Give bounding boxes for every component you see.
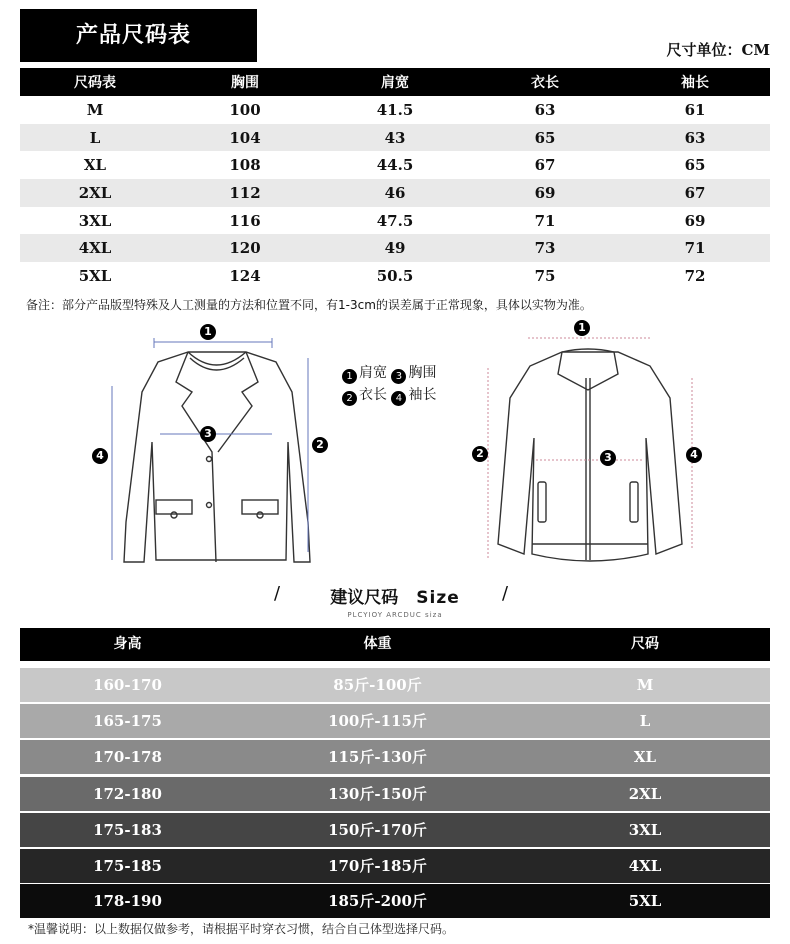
recommend-table-header (20, 628, 770, 661)
cell-weight: 115斤-130斤 (328, 748, 427, 766)
legend-line-1 (342, 362, 436, 384)
legend-label: 袖长 (408, 387, 437, 403)
table-row (20, 668, 770, 702)
table-row (20, 96, 770, 124)
col-height: 身高 (113, 636, 142, 652)
legend-label: 肩宽 (359, 365, 387, 381)
table-row (20, 740, 770, 774)
marker-4: 4 (92, 448, 108, 464)
table-row (20, 777, 770, 811)
legend-marker: 2 (342, 391, 357, 406)
cell-height: 178-190 (93, 892, 162, 910)
cell-shoulder: 50.5 (376, 266, 414, 285)
col-length: 衣长 (470, 68, 620, 96)
cell-sleeve: 69 (684, 211, 706, 230)
cell-shoulder: 47.5 (376, 211, 414, 230)
table-row (20, 151, 770, 179)
suggest-subtitle: PLCYIOY ARCDUC siza (347, 611, 443, 619)
suggest-size-heading (0, 583, 790, 619)
jacket-icon (470, 318, 706, 574)
jacket-illustration (470, 318, 706, 574)
marker-1: 1 (200, 324, 216, 340)
marker-3: 3 (200, 426, 216, 442)
cell-chest: 120 (170, 234, 320, 262)
cell-size: M (636, 676, 654, 694)
table-row (20, 207, 770, 235)
cell-sleeve: 71 (620, 234, 770, 262)
cell-size: XL (83, 156, 107, 175)
size-table (20, 68, 770, 290)
cell-chest: 104 (170, 124, 320, 152)
cell-sleeve: 72 (684, 266, 706, 285)
table-row (20, 124, 770, 152)
col-weight: 体重 (363, 636, 392, 652)
cell-height: 160-170 (93, 676, 162, 694)
legend-marker: 4 (391, 391, 406, 406)
cell-length: 73 (470, 234, 620, 262)
cell-height: 172-180 (93, 785, 162, 803)
cell-length: 65 (470, 124, 620, 152)
measurement-legend (342, 362, 436, 406)
blazer-illustration (96, 322, 336, 570)
cell-weight: 130斤-150斤 (328, 785, 427, 803)
cell-weight: 170斤-185斤 (328, 857, 427, 875)
col-sleeve: 袖长 (620, 68, 770, 96)
cell-weight: 85斤-100斤 (333, 676, 422, 694)
cell-chest: 100 (229, 100, 261, 119)
cell-size: 5XL (78, 266, 112, 285)
cell-length: 67 (534, 156, 556, 175)
cell-sleeve: 63 (620, 124, 770, 152)
cell-weight: 150斤-170斤 (328, 821, 427, 839)
cell-size: 4XL (628, 857, 662, 875)
suggest-title-en: Size (416, 588, 460, 608)
col-size: 尺码表 (20, 68, 170, 96)
cell-chest: 124 (229, 266, 261, 285)
legend-label: 衣长 (359, 387, 387, 403)
cell-length: 71 (534, 211, 556, 230)
page-title: 产品尺码表 (20, 9, 257, 62)
cell-height: 170-178 (93, 748, 162, 766)
marker-2: 2 (312, 437, 328, 453)
cell-shoulder: 49 (320, 234, 470, 262)
cell-chest: 112 (170, 179, 320, 207)
cell-size: L (639, 712, 651, 730)
legend-label: 胸围 (408, 365, 437, 381)
cell-chest: 108 (229, 156, 261, 175)
cell-height: 175-183 (93, 821, 162, 839)
divider-slash: / (274, 583, 281, 604)
suggest-title-cn: 建议尺码 (330, 588, 399, 608)
cell-shoulder: 44.5 (376, 156, 414, 175)
unit-label: 尺寸单位：CM (666, 41, 770, 59)
table-row (20, 884, 770, 918)
marker-1: 1 (574, 320, 590, 336)
cell-sleeve: 67 (620, 179, 770, 207)
cell-chest: 116 (229, 211, 261, 230)
col-size: 尺码 (631, 636, 659, 652)
divider-slash: / (502, 583, 509, 604)
cell-height: 175-185 (93, 857, 162, 875)
cell-size: XL (633, 748, 657, 766)
cell-size: 3XL (628, 821, 662, 839)
marker-4: 4 (686, 447, 702, 463)
cell-size: 2XL (20, 179, 170, 207)
cell-shoulder: 43 (320, 124, 470, 152)
cell-weight: 100斤-115斤 (328, 712, 427, 730)
table-row (20, 813, 770, 847)
cell-sleeve: 65 (684, 156, 706, 175)
cell-shoulder: 46 (320, 179, 470, 207)
cell-size: 2XL (628, 785, 662, 803)
cell-shoulder: 41.5 (376, 100, 414, 119)
size-table-header (20, 68, 770, 96)
cell-length: 69 (470, 179, 620, 207)
cell-size: 4XL (20, 234, 170, 262)
blazer-icon (96, 322, 336, 570)
table-row (20, 179, 770, 207)
marker-2: 2 (472, 446, 488, 462)
table-row (20, 849, 770, 883)
cell-weight: 185斤-200斤 (328, 892, 427, 910)
table-row (20, 262, 770, 290)
table-row (20, 234, 770, 262)
legend-line-2 (342, 384, 436, 406)
legend-marker: 3 (391, 369, 406, 384)
table-row (20, 704, 770, 738)
marker-3: 3 (600, 450, 616, 466)
cell-size: 3XL (78, 211, 112, 230)
footnote: *温馨说明：以上数据仅做参考，请根据平时穿衣习惯，结合自己体型选择尺码。 (28, 922, 455, 936)
cell-length: 75 (534, 266, 556, 285)
legend-marker: 1 (342, 369, 357, 384)
cell-size: 5XL (628, 892, 662, 910)
cell-sleeve: 61 (684, 100, 706, 119)
cell-size: L (20, 124, 170, 152)
cell-height: 165-175 (93, 712, 162, 730)
col-chest: 胸围 (170, 68, 320, 96)
cell-size: M (86, 100, 104, 119)
col-shoulder: 肩宽 (320, 68, 470, 96)
remark-note: 备注：部分产品版型特殊及人工测量的方法和位置不同，有1-3cm的误差属于正常现象，具体以实物为准。 (26, 298, 592, 312)
cell-length: 63 (534, 100, 556, 119)
